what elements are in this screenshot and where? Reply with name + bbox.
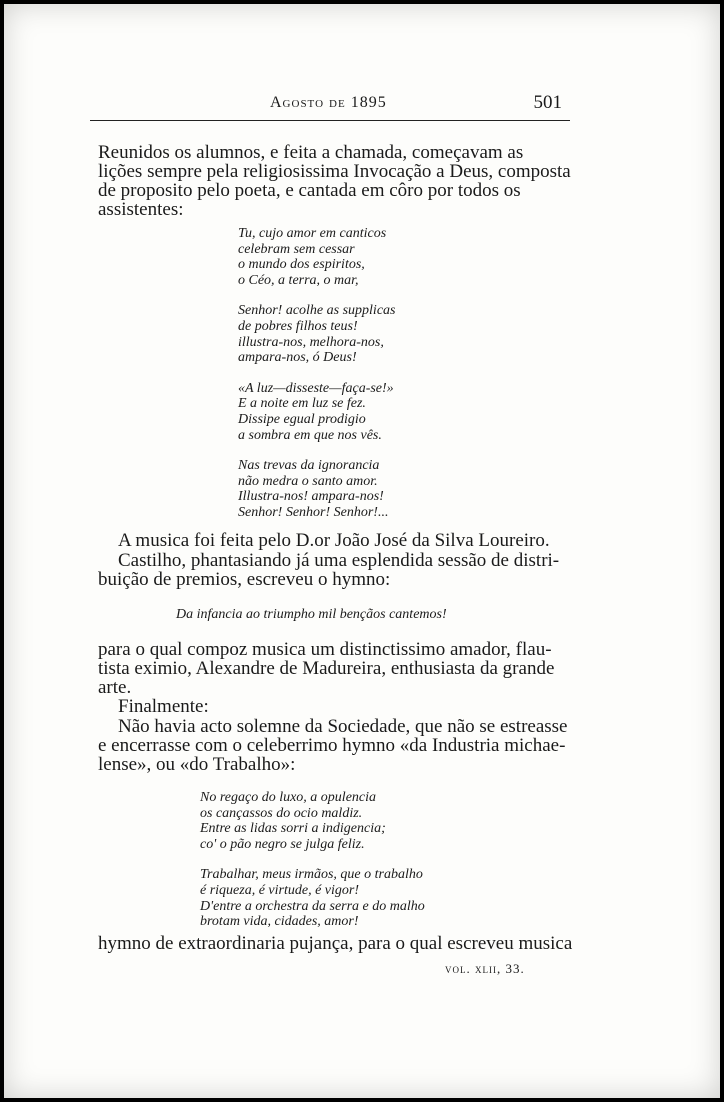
poem-stanza [200,790,425,852]
verse-line: Nas trevas da ignorancia [238,458,380,474]
verse-line: Illustra-nos! ampara-nos! [238,489,384,505]
verse-line: Tu, cujo amor em canticos [238,226,387,241]
paragraph-intro [98,143,578,219]
poem-stanza [200,867,425,929]
text-line: lense», ou «do Trabalho»: [98,754,296,775]
verse-line: Trabalhar, meus irmãos, que o trabalho [200,867,423,883]
quoted-verse: Da infancia ao triumpho mil bençãos cantemos! [176,607,447,622]
text-line: Não havia acto solemne da Sociedade, que não se estreasse [118,716,568,737]
running-header [90,94,570,121]
verse-line: é riqueza, é virtude, é vigor! [200,882,360,898]
verse-line: a sombra em que nos vês. [238,427,382,443]
verse-line: illustra-nos, melhora-nos, [238,334,384,350]
text-line: tista eximio, Alexandre de Madureira, enthusiasta da grande [98,658,555,679]
poem-stanza [238,458,395,520]
verse-line: No regaço do luxo, a opulencia [200,790,377,805]
text-line: de proposito pelo poeta, e cantada em côro por todos os [98,180,521,201]
text-line: hymno de extraordinaria pujança, para o qual escreveu musica [98,933,573,954]
verse-line: ampara-nos, ó Deus! [238,350,357,366]
text-line: Finalmente: [118,696,209,717]
verse-line: de pobres filhos teus! [238,318,358,334]
paragraph-finalmente [98,697,578,716]
verse-line: não medra o santo amor. [238,473,378,489]
poem-stanza [238,381,395,443]
text-line: Reunidos os alumnos, e feita a chamada, começavam as [98,142,524,163]
verse-line: os cançassos do ocio maldiz. [200,805,363,821]
paragraph-amador [98,640,578,697]
poem-stanza [238,226,395,288]
verse-line: Dissipe egual prodigio [238,411,366,427]
verse-line: o Céo, a terra, o mar, [238,272,359,288]
paragraph-sociedade [98,717,578,774]
verse-line: Entre as lidas sorri a indigencia; [200,821,386,837]
text-line: para o qual compoz musica um distinctissimo amador, flau- [98,639,552,660]
verse-line: co' o pão negro se julga feliz. [200,836,365,852]
verse-line: brotam vida, cidades, amor! [200,914,359,930]
verse-line: Senhor! acolhe as supplicas [238,303,396,319]
paragraph-musica [98,531,578,550]
text-line: e encerrasse com o celeberrimo hymno «da Industria michae- [98,735,566,756]
verse-line: «A luz—disseste—faça-se!» [238,380,394,396]
verse-line: Senhor! Senhor! Senhor!... [238,504,389,520]
poem-invocacao [238,226,395,536]
signature-mark: vol. xlii, 33. [445,961,525,976]
text-line: lições sempre pela religiosissima Invocação a Deus, composta [98,161,571,182]
text-line: A musica foi feita pelo D.or João José da Silva Loureiro. [118,530,550,551]
page [4,4,720,1098]
text-line: buição de premios, escreveu o hymno: [98,569,391,590]
header-title: Agosto de 1895 [270,94,387,111]
poem-trabalho [200,790,425,945]
verse-line: D'entre a orchestra da serra e do malho [200,898,425,914]
poem-stanza [238,303,395,365]
page-number: 501 [533,92,562,113]
paragraph-castilho [98,551,578,589]
verse-line: o mundo dos espiritos, [238,257,365,273]
verse-line: E a noite em luz se fez. [238,396,366,412]
paragraph-final [98,934,578,953]
text-line: Castilho, phantasiando já uma esplendida sessão de distri- [118,550,560,571]
verse-line: celebram sem cessar [238,241,355,257]
text-line: arte. [98,677,132,698]
text-line: assistentes: [98,199,184,220]
